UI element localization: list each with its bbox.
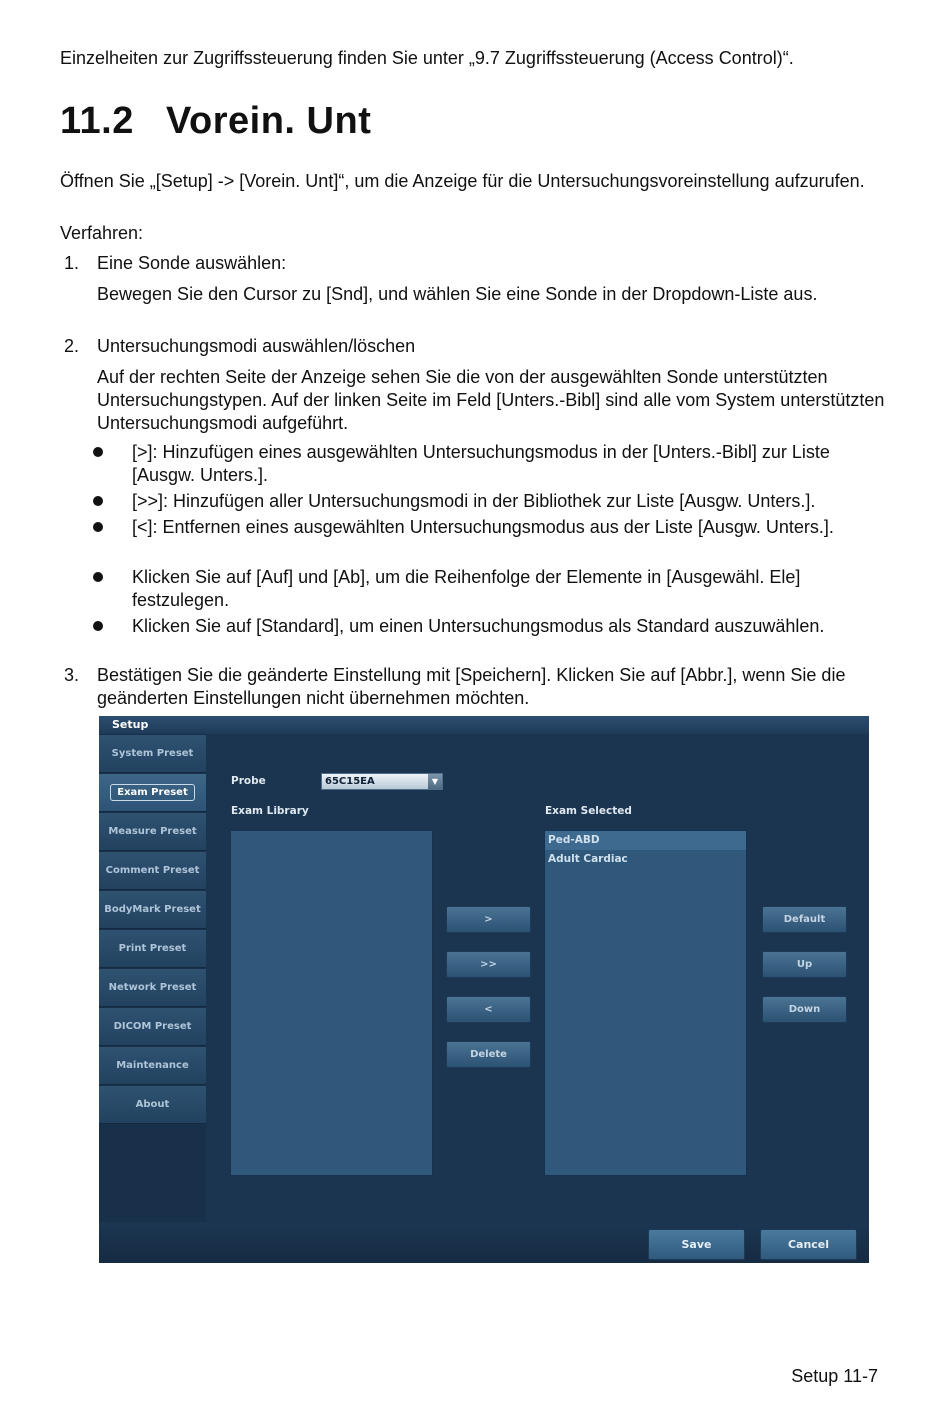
bullet-text: [>>]: Hinzufügen aller Untersuchungsmodi in der Bibliothek zur Liste [Ausgw. Unters.]. [132, 491, 816, 511]
sidebar-item-print-preset[interactable]: Print Preset [99, 930, 206, 968]
exam-library-label: Exam Library [231, 805, 309, 817]
down-button[interactable]: Down [762, 996, 847, 1023]
page-footer: Setup 11-7 [791, 1366, 878, 1386]
sidebar-item-measure-preset[interactable]: Measure Preset [99, 813, 206, 851]
section-heading [60, 100, 371, 143]
sidebar-item-network-preset[interactable]: Network Preset [99, 969, 206, 1007]
setup-title-bar: Setup [99, 716, 869, 734]
intro-text: Einzelheiten zur Zugriffssteuerung finden Sie unter „9.7 Zugriffssteuerung (Access Control)“. [60, 48, 794, 68]
bullet-text: [>]: Hinzufügen eines ausgewählten Untersuchungsmodus in der [Unters.-Bibl] zur Liste [Ausgw. Unters.]. [132, 442, 830, 485]
open-instructions: Öffnen Sie „[Setup] -> [Vorein. Unt]“, um die Anzeige für die Untersuchungsvoreinstellung aufzurufen. [60, 171, 865, 191]
exam-selected-label: Exam Selected [545, 805, 632, 817]
step-detail: Bewegen Sie den Cursor zu [Snd], und wählen Sie eine Sonde in der Dropdown-Liste aus. [97, 284, 818, 304]
step-number: 1. [64, 253, 80, 273]
bullet-dot [93, 522, 103, 532]
probe-label: Probe [231, 775, 266, 787]
step-text: Bestätigen Sie die geänderte Einstellung mit [Speichern]. Klicken Sie auf [Abbr.], wenn Sie die geänderten Einstellungen nicht übernehmen möchten. [97, 665, 846, 708]
cancel-button[interactable]: Cancel [760, 1229, 857, 1260]
up-button[interactable]: Up [762, 951, 847, 978]
sidebar-item-bodymark-preset[interactable]: BodyMark Preset [99, 891, 206, 929]
setup-screenshot [99, 716, 869, 1263]
step-text: Eine Sonde auswählen: [97, 253, 287, 273]
bullet-dot [93, 447, 103, 457]
setup-bottom-bar [99, 1222, 869, 1263]
remove-button[interactable]: < [446, 996, 531, 1023]
bullet-dot [93, 496, 103, 506]
step-number: 3. [64, 665, 80, 685]
step-detail: Auf der rechten Seite der Anzeige sehen Sie die von der ausgewählten Sonde unterstützten Untersuchungstypen. Auf der linken Seite im Feld [Unters.-Bibl] sind alle vom System unterstützten Untersuchungsmodi aufgeführt. [97, 367, 885, 433]
sidebar-item-comment-preset[interactable]: Comment Preset [99, 852, 206, 890]
bullet-text: [<]: Entfernen eines ausgewählten Untersuchungsmodus aus der Liste [Ausgw. Unters.]. [132, 517, 834, 537]
delete-button[interactable]: Delete [446, 1041, 531, 1068]
list-item[interactable]: Adult Cardiac [548, 853, 628, 865]
add-all-button[interactable]: >> [446, 951, 531, 978]
exam-library-list[interactable] [230, 830, 433, 1176]
bullet-dot [93, 621, 103, 631]
list-item[interactable]: Ped-ABD [545, 831, 746, 850]
setup-sidebar [99, 734, 206, 1222]
bullet-dot [93, 572, 103, 582]
section-number: 11.2 [60, 100, 134, 142]
exam-selected-list[interactable] [544, 830, 747, 1176]
sidebar-item-system-preset[interactable]: System Preset [99, 735, 206, 773]
sidebar-item-about[interactable]: About [99, 1086, 206, 1124]
bullet-text: Klicken Sie auf [Standard], um einen Untersuchungsmodus als Standard auszuwählen. [132, 616, 825, 636]
chevron-down-icon[interactable]: ▼ [428, 774, 442, 789]
step-text: Untersuchungsmodi auswählen/löschen [97, 336, 416, 356]
section-title: Vorein. Unt [166, 100, 372, 142]
procedure-label: Verfahren: [60, 223, 144, 243]
sidebar-item-dicom-preset[interactable]: DICOM Preset [99, 1008, 206, 1046]
sidebar-item-maintenance[interactable]: Maintenance [99, 1047, 206, 1085]
sidebar-item-exam-preset[interactable]: Exam Preset [99, 774, 206, 812]
step-number: 2. [64, 336, 80, 356]
save-button[interactable]: Save [648, 1229, 745, 1260]
bullet-text: Klicken Sie auf [Auf] und [Ab], um die Reihenfolge der Elemente in [Ausgewähl. Ele] festzulegen. [132, 567, 801, 610]
default-button[interactable]: Default [762, 906, 847, 933]
probe-select[interactable]: 65C15EA ▼ [321, 773, 443, 790]
add-selected-button[interactable]: > [446, 906, 531, 933]
